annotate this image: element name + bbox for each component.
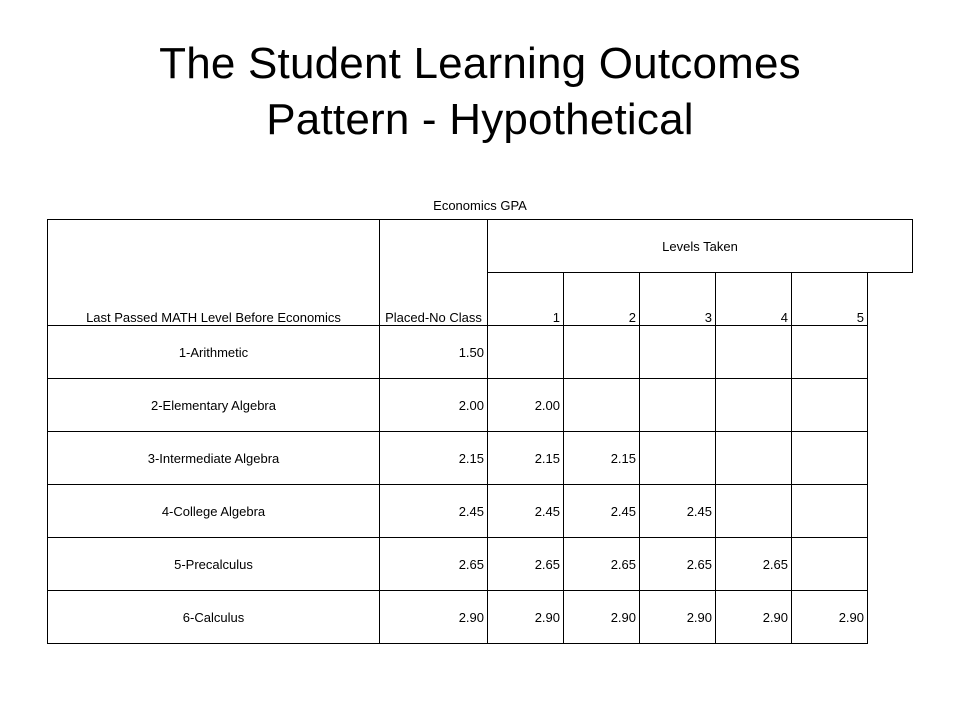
cell-level-1: 2.00 [488, 379, 564, 432]
cell-level-3: 2.90 [640, 591, 716, 644]
header-placed-no-class: Placed-No Class [380, 220, 488, 326]
row-label: 4-College Algebra [48, 485, 380, 538]
header-last-passed-math-level: Last Passed MATH Level Before Economics [48, 220, 380, 326]
cell-placed-no-class: 2.90 [380, 591, 488, 644]
table-caption: Economics GPA [433, 198, 527, 213]
table-row [48, 538, 913, 591]
cell-level-5: 2.90 [792, 591, 868, 644]
cell-level-2: 2.45 [564, 485, 640, 538]
cell-level-3 [640, 432, 716, 485]
header-level-4: 4 [716, 273, 792, 326]
table-row [48, 379, 913, 432]
header-level-5: 5 [792, 273, 868, 326]
cell-level-1 [488, 326, 564, 379]
cell-level-2: 2.90 [564, 591, 640, 644]
cell-level-3 [640, 326, 716, 379]
economics-gpa-table [47, 219, 913, 644]
cell-level-5 [792, 538, 868, 591]
cell-level-3: 2.65 [640, 538, 716, 591]
cell-level-1: 2.15 [488, 432, 564, 485]
cell-level-1: 2.45 [488, 485, 564, 538]
header-level-2: 2 [564, 273, 640, 326]
row-label: 2-Elementary Algebra [48, 379, 380, 432]
table-row [48, 485, 913, 538]
cell-level-2: 2.15 [564, 432, 640, 485]
header-row-levels [48, 220, 913, 273]
cell-level-4: 2.90 [716, 591, 792, 644]
cell-level-1: 2.65 [488, 538, 564, 591]
cell-placed-no-class: 2.65 [380, 538, 488, 591]
cell-level-2: 2.65 [564, 538, 640, 591]
cell-level-5 [792, 432, 868, 485]
cell-placed-no-class: 2.00 [380, 379, 488, 432]
row-label: 5-Precalculus [48, 538, 380, 591]
cell-level-5 [792, 379, 868, 432]
cell-level-2 [564, 379, 640, 432]
cell-level-4: 2.65 [716, 538, 792, 591]
table-row [48, 326, 913, 379]
cell-level-3 [640, 379, 716, 432]
cell-level-4 [716, 379, 792, 432]
row-label: 1-Arithmetic [48, 326, 380, 379]
header-levels-taken: Levels Taken [488, 220, 913, 273]
cell-level-4 [716, 485, 792, 538]
cell-level-2 [564, 326, 640, 379]
cell-level-1: 2.90 [488, 591, 564, 644]
table-row [48, 432, 913, 485]
cell-level-5 [792, 326, 868, 379]
row-label: 3-Intermediate Algebra [48, 432, 380, 485]
cell-level-4 [716, 326, 792, 379]
cell-level-5 [792, 485, 868, 538]
slide-title-line-2: Pattern - Hypothetical [266, 95, 694, 144]
table-row [48, 591, 913, 644]
slide-title [0, 36, 960, 148]
cell-placed-no-class: 1.50 [380, 326, 488, 379]
row-label: 6-Calculus [48, 591, 380, 644]
cell-level-3: 2.45 [640, 485, 716, 538]
header-level-1: 1 [488, 273, 564, 326]
header-level-3: 3 [640, 273, 716, 326]
cell-level-4 [716, 432, 792, 485]
slide-title-line-1: The Student Learning Outcomes [159, 39, 801, 88]
cell-placed-no-class: 2.45 [380, 485, 488, 538]
cell-placed-no-class: 2.15 [380, 432, 488, 485]
